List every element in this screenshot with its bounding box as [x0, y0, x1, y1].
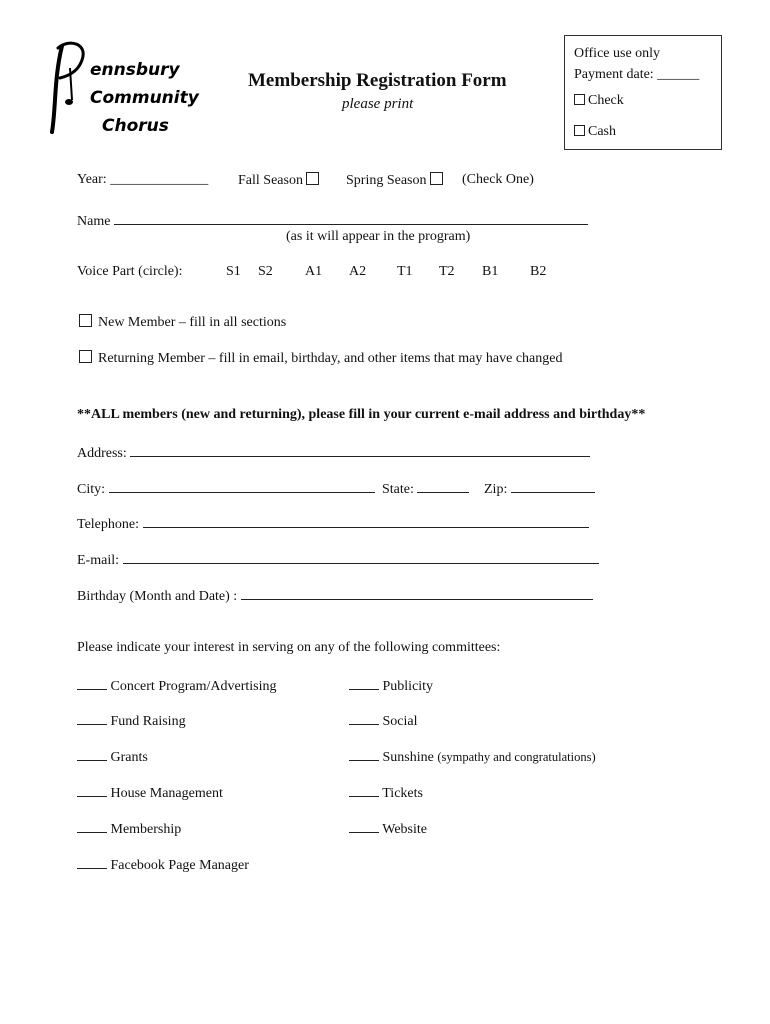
- sunshine-note: (sympathy and congratulations): [437, 750, 596, 764]
- committee-fund-raising[interactable]: Fund Raising: [77, 711, 186, 730]
- payment-date-label: Payment date: ______: [574, 67, 700, 82]
- check-one-note: (Check One): [462, 172, 534, 187]
- committee-concert-program[interactable]: Concert Program/Advertising: [77, 676, 277, 695]
- cash-checkbox-icon[interactable]: [574, 125, 585, 136]
- voice-part-label: Voice Part (circle):: [77, 264, 183, 279]
- telephone-field[interactable]: Telephone:: [77, 514, 589, 533]
- committee-membership[interactable]: Membership: [77, 819, 181, 838]
- logo-line-3: Chorus: [102, 116, 169, 136]
- committee-house-management[interactable]: House Management: [77, 783, 223, 802]
- returning-member-checkbox-icon[interactable]: [79, 350, 92, 363]
- committees-intro: Please indicate your interest in serving on any of the following committees:: [77, 640, 501, 655]
- committee-grants[interactable]: Grants: [77, 747, 148, 766]
- voice-part-a1[interactable]: A1: [305, 264, 323, 279]
- committee-sunshine[interactable]: Sunshine (sympathy and congratulations): [349, 747, 596, 766]
- voice-part-a2[interactable]: A2: [349, 264, 367, 279]
- committee-social[interactable]: Social: [349, 711, 418, 730]
- spring-season-option[interactable]: Spring Season: [346, 172, 449, 189]
- name-field[interactable]: Name: [77, 211, 588, 230]
- state-field[interactable]: State:: [382, 479, 469, 498]
- check-option[interactable]: Check: [574, 93, 624, 109]
- zip-field[interactable]: Zip:: [484, 479, 595, 498]
- voice-part-b1[interactable]: B1: [482, 264, 499, 279]
- committee-tickets[interactable]: Tickets: [349, 783, 423, 802]
- logo-line-2: Community: [90, 88, 199, 108]
- voice-part-b2[interactable]: B2: [530, 264, 547, 279]
- form-subtitle: please print: [342, 96, 414, 112]
- address-field[interactable]: Address:: [77, 443, 590, 462]
- logo-line-1: ennsbury: [90, 60, 180, 80]
- office-use-label: Office use only: [574, 46, 661, 61]
- fall-checkbox-icon[interactable]: [306, 172, 319, 185]
- new-member-option[interactable]: New Member – fill in all sections: [79, 314, 286, 331]
- fall-season-option[interactable]: Fall Season: [238, 172, 325, 189]
- form-title: Membership Registration Form: [248, 70, 507, 91]
- year-field[interactable]: Year: ______________: [77, 172, 209, 187]
- voice-part-t1[interactable]: T1: [397, 264, 413, 279]
- voice-part-s2[interactable]: S2: [258, 264, 273, 279]
- voice-part-t2[interactable]: T2: [439, 264, 455, 279]
- email-field[interactable]: E-mail:: [77, 550, 599, 569]
- new-member-checkbox-icon[interactable]: [79, 314, 92, 327]
- office-use-box: [564, 35, 722, 150]
- cash-option[interactable]: Cash: [574, 124, 616, 140]
- committee-website[interactable]: Website: [349, 819, 427, 838]
- committee-publicity[interactable]: Publicity: [349, 676, 433, 695]
- birthday-field[interactable]: Birthday (Month and Date) :: [77, 586, 593, 605]
- spring-checkbox-icon[interactable]: [430, 172, 443, 185]
- city-field[interactable]: City:: [77, 479, 375, 498]
- all-members-notice: **ALL members (new and returning), please fill in your current e-mail address and birthday**: [77, 407, 646, 422]
- voice-part-s1[interactable]: S1: [226, 264, 241, 279]
- committee-facebook-page-manager[interactable]: Facebook Page Manager: [77, 855, 249, 874]
- check-checkbox-icon[interactable]: [574, 94, 585, 105]
- returning-member-option[interactable]: Returning Member – fill in email, birthday, and other items that may have changed: [79, 350, 562, 367]
- name-hint: (as it will appear in the program): [286, 229, 471, 244]
- chorus-logo-p-icon: [48, 38, 88, 138]
